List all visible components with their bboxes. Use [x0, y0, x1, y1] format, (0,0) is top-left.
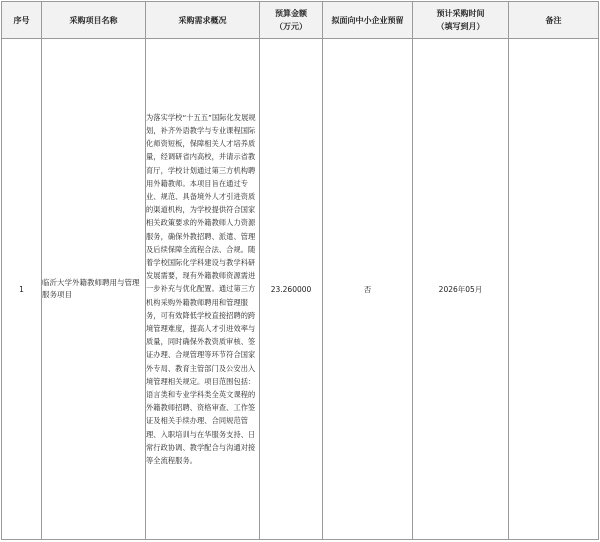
header-seq: 序号 [2, 2, 42, 39]
header-time-line2: （填写到月） [436, 22, 485, 31]
header-sme-reserved: 拟面向中小企业预留 [323, 2, 413, 39]
header-procurement-time [413, 2, 509, 39]
cell-seq: 1 [2, 39, 42, 540]
header-budget-line1: 预算金额 [275, 9, 307, 18]
header-budget [260, 2, 323, 39]
cell-procurement-time: 2026年05月 [413, 39, 509, 540]
header-remarks: 备注 [509, 2, 599, 39]
cell-sme-reserved: 否 [323, 39, 413, 540]
header-time-line1: 预计采购时间 [436, 9, 485, 18]
header-budget-line2: （万元） [275, 22, 307, 31]
procurement-table [1, 1, 599, 540]
header-project-name: 采购项目名称 [42, 2, 146, 39]
cell-remarks [509, 39, 599, 540]
table-header-row [2, 2, 599, 39]
header-requirement-overview: 采购需求概况 [146, 2, 260, 39]
cell-requirement-overview: 为落实学校“十五五”国际化发展规划，补齐外语教学与专业课程国际化师资短板，保障相关人才培养质量，经调研省内高校，并请示省教育厅，学校计划通过第三方机构聘用外籍教师。本项目旨在通过专业、规范、具备境外人才引进资质的渠道机构，为学校提供符合国家相关政策要求的外籍教师人力资源服务，确保外教招聘、派遣、管理及后续保障全流程合法、合规。随着学校国际化学科建设与教学科研发展需要，现有外籍教师资源需进一步补充与优化配置。通过第三方机构采购外籍教师聘用和管理服务，可有效降低学校直接招聘的跨境管理难度，提高人才引进效率与质量，同时确保外教资质审核、签证办理、合规管理等环节符合国家外专局、教育主管部门及公安出入境管理相关规定。项目范围包括：语言类和专业学科类全英文课程的外籍教师招聘、资格审查、工作签证及相关手续办理、合同规范管理、入职培训与在华服务支持、日常行政协调、教学配合与沟通对接等全流程服务。 [146, 39, 260, 540]
cell-project-name: 临沂大学外籍教师聘用与管理服务项目 [42, 39, 146, 540]
cell-budget: 23.260000 [260, 39, 323, 540]
table-row [2, 39, 599, 540]
